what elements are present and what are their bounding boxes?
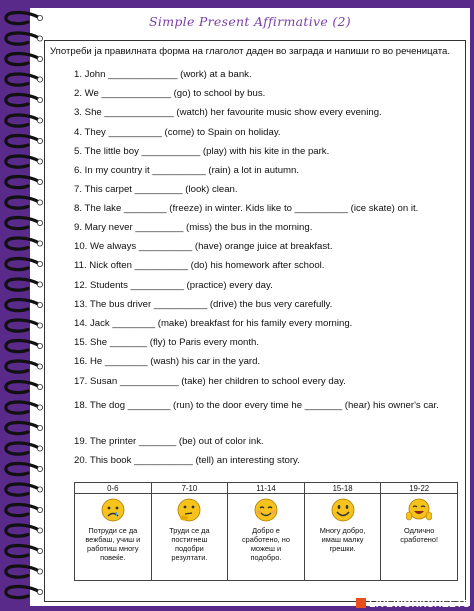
exercise-item: 11. Nick often __________ (do) his homework after school.	[74, 260, 325, 271]
exercise-item: 13. The bus driver __________ (drive) the bus very carefully.	[74, 299, 333, 310]
score-feedback-line: Добро е	[252, 526, 280, 535]
watermark-logo-icon	[356, 598, 366, 608]
score-cell-content	[381, 494, 457, 580]
thinking-face-icon	[176, 497, 202, 523]
exercise-item: 12. Students __________ (practice) every day.	[74, 280, 273, 291]
score-scale-table	[74, 482, 458, 581]
applause-face-icon	[406, 497, 432, 523]
exercise-item: 10. We always __________ (have) orange juice at breakfast.	[74, 241, 333, 252]
score-feedback-line: можеш и	[250, 544, 282, 553]
exercise-item: 20. This book ___________ (tell) an interesting story.	[74, 455, 300, 466]
score-feedback-line: сработено!	[400, 535, 439, 544]
exercise-item: 16. He ________ (wash) his car in the yard.	[74, 356, 261, 367]
exercise-item: 14. Jack ________ (make) breakfast for his family every morning.	[74, 318, 353, 329]
instruction-text: Употреби ја правилната форма на глаголот даден во заграда и напиши го во реченицата.	[50, 46, 450, 57]
exercise-item: 17. Susan ___________ (take) her children to school every day.	[74, 376, 346, 387]
score-cell-content	[305, 494, 381, 580]
watermark	[356, 598, 470, 610]
score-feedback-line: Одлично	[403, 526, 435, 535]
score-cell-content	[228, 494, 304, 580]
sad-face-icon	[100, 497, 126, 523]
score-feedback-line: имаш малку	[321, 535, 364, 544]
score-cell-content	[152, 494, 228, 580]
exercise-item: 8. The lake ________ (freeze) in winter. Kids like to __________ (ice skate) on it.	[74, 203, 419, 214]
score-feedback-line: Потруди се да	[88, 526, 138, 535]
score-feedback-line: сработено, но	[241, 535, 290, 544]
exercise-item: 4. They __________ (come) to Spain on holiday.	[74, 127, 281, 138]
exercise-item: 9. Mary never _________ (miss) the bus in the morning.	[74, 222, 313, 233]
score-range: 15-18	[304, 483, 381, 494]
exercise-item: 19. The printer _______ (be) out of color ink.	[74, 436, 264, 447]
exercise-item: 15. She _______ (fly) to Paris every month.	[74, 337, 260, 348]
score-feedback-line: Многу добро,	[319, 526, 366, 535]
score-range: 11-14	[228, 483, 305, 494]
score-cell	[75, 494, 152, 581]
score-range: 0-6	[75, 483, 152, 494]
worksheet-title: Simple Present Affirmative (2)	[149, 14, 351, 29]
exercise-item: 18. The dog ________ (run) to the door every time he _______ (hear) his owner's car.	[74, 400, 439, 411]
score-cell	[151, 494, 228, 581]
worksheet-paper	[30, 8, 470, 606]
score-cell	[304, 494, 381, 581]
score-feedback-line: подобро.	[250, 553, 282, 562]
score-feedback-line: Труди се да	[169, 526, 210, 535]
happy-face-icon	[330, 497, 356, 523]
score-feedback-line: постигнеш	[171, 535, 208, 544]
score-feedback-line: резултати.	[171, 553, 208, 562]
exercise-item: 1. John _____________ (work) at a bank.	[74, 69, 252, 80]
exercise-item: 3. She _____________ (watch) her favourite music show every evening.	[74, 107, 382, 118]
watermark-text: LIVEWORKSHEETS	[369, 599, 470, 610]
score-feedback-line: вежбаш, учиш и	[85, 535, 141, 544]
score-feedback-line: работиш многу	[87, 544, 139, 553]
exercise-item: 2. We _____________ (go) to school by bus.	[74, 88, 266, 99]
score-cell	[228, 494, 305, 581]
exercise-item: 7. This carpet _________ (look) clean.	[74, 184, 238, 195]
score-cell	[381, 494, 458, 581]
score-range: 7-10	[151, 483, 228, 494]
score-feedback-line: подобри	[174, 544, 204, 553]
exercise-item: 5. The little boy ___________ (play) with his kite in the park.	[74, 146, 330, 157]
score-feedback-line: повеќе.	[100, 553, 126, 562]
smile-face-icon	[253, 497, 279, 523]
score-range: 19-22	[381, 483, 458, 494]
spiral-binding	[0, 0, 50, 611]
score-cell-content	[75, 494, 151, 580]
score-feedback-line: грешки.	[329, 544, 356, 553]
exercise-item: 6. In my country it __________ (rain) a lot in autumn.	[74, 165, 300, 176]
